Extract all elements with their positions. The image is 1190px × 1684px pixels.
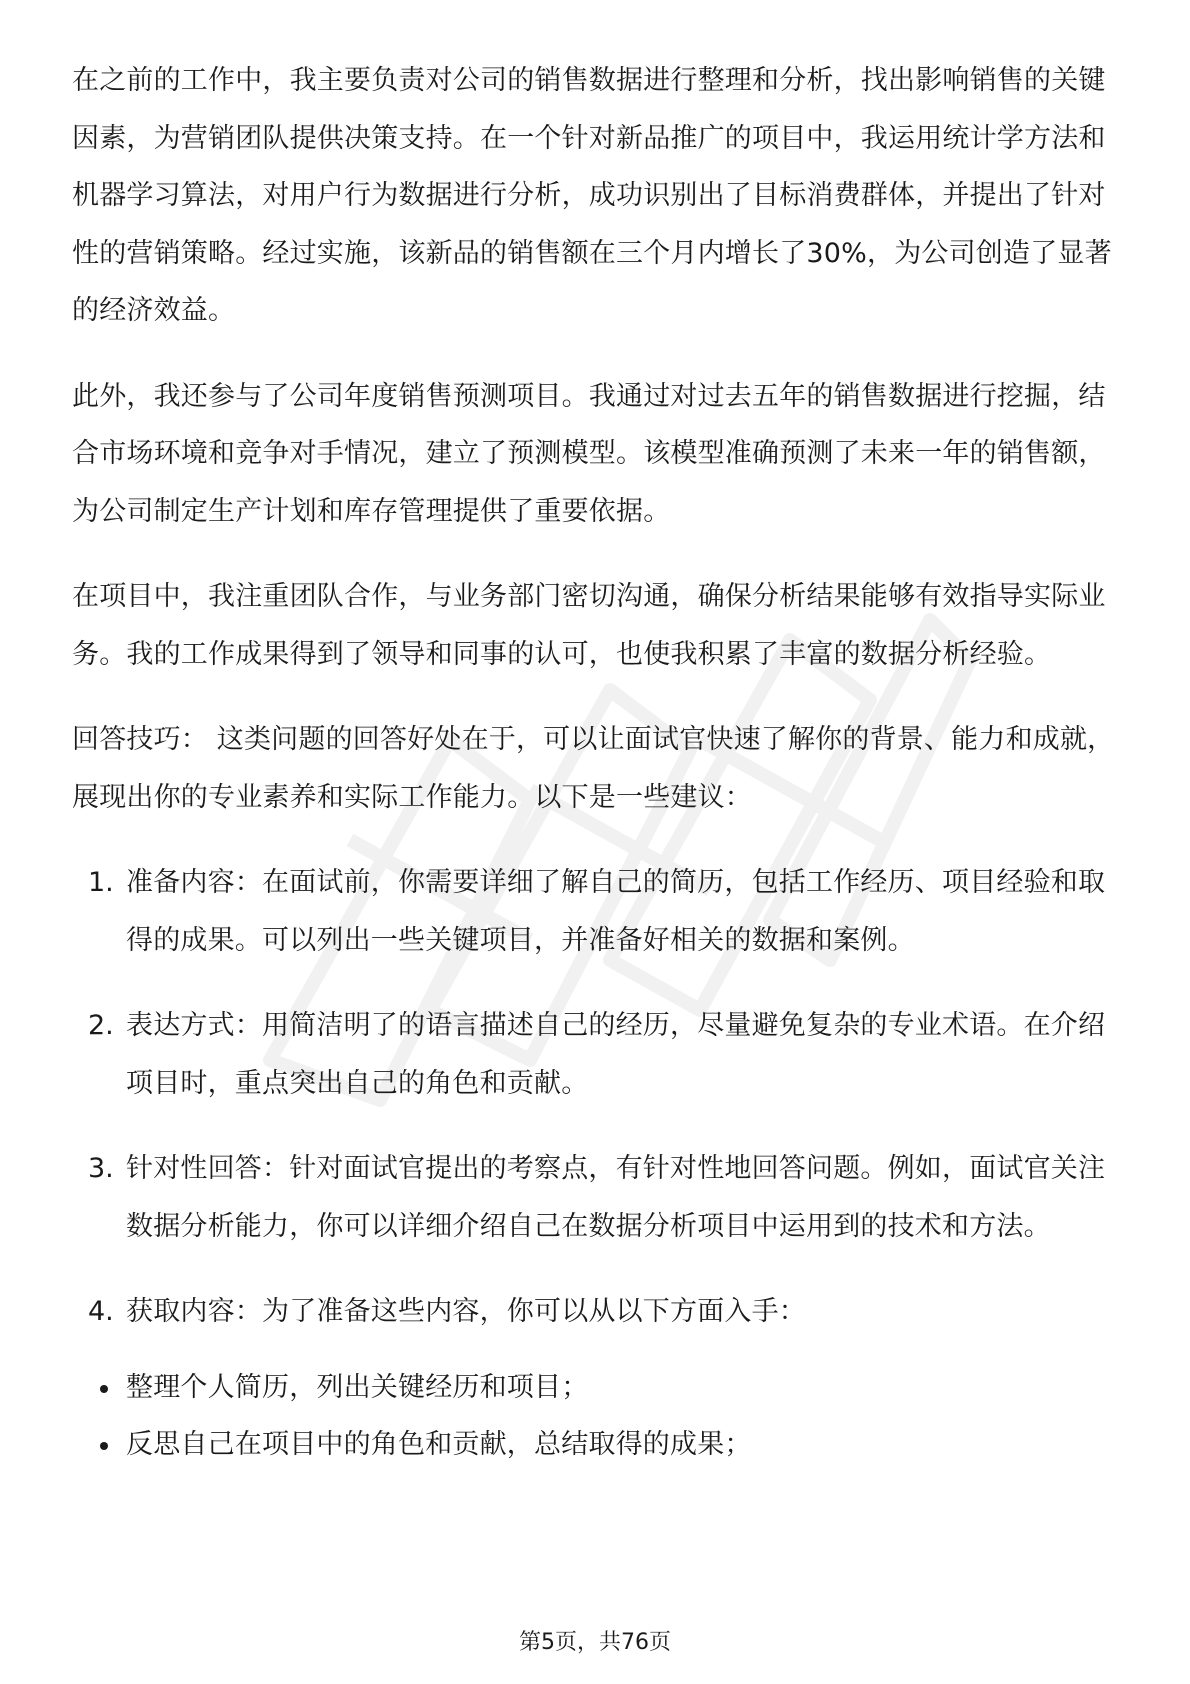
list-item — [72, 1140, 1122, 1255]
bullet-text: 反思自己在项目中的角色和贡献，总结取得的成果； — [126, 1429, 752, 1460]
paragraph-sales-forecast: 此外，我还参与了公司年度销售预测项目。我通过对过去五年的销售数据进行挖掘，结合市场环境和竞争对手情况，建立了预测模型。该模型准确预测了未来一年的销售额，为公司制定生产计划和库存管理提供了重要依据。 — [72, 380, 1106, 527]
bullet-dot-icon — [100, 1442, 108, 1450]
list-item — [72, 854, 1122, 969]
bullet-item — [72, 1359, 1122, 1417]
list-text: 准备内容：在面试前，你需要详细了解自己的简历，包括工作经历、项目经验和取得的成果。可以列出一些关键项目，并准备好相关的数据和案例。 — [126, 867, 1106, 956]
list-number: 4. — [88, 1296, 114, 1327]
paragraph-answer-tips: 回答技巧： 这类问题的回答好处在于，可以让面试官快速了解你的背景、能力和成就，展现出你的专业素养和实际工作能力。以下是一些建议： — [72, 724, 1115, 813]
document-body — [72, 52, 1122, 1474]
bullet-text: 整理个人简历，列出关键经历和项目； — [126, 1371, 589, 1403]
list-text: 表达方式：用简洁明了的语言描述自己的经历，尽量避免复杂的专业术语。在介绍项目时，重点突出自己的角色和贡献。 — [126, 1010, 1106, 1099]
page-number-footer: 第5页，共76页 — [519, 1630, 671, 1655]
list-number: 1. — [88, 867, 114, 898]
list-item — [72, 1283, 1122, 1341]
list-item — [72, 997, 1122, 1112]
list-text: 针对性回答：针对面试官提出的考察点，有针对性地回答问题。例如，面试官关注数据分析能力，你可以详细介绍自己在数据分析项目中运用到的技术和方法。 — [126, 1153, 1106, 1242]
bullet-item — [72, 1416, 1122, 1474]
paragraph-work-experience: 在之前的工作中，我主要负责对公司的销售数据进行整理和分析，找出影响销售的关键因素，为营销团队提供决策支持。在一个针对新品推广的项目中，我运用统计学方法和机器学习算法，对用户行为数据进行分析，成功识别出了目标消费群体，并提出了针对性的营销策略。经过实施，该新品的销售额在三个月内增长了30%，为公司创造了显著的经济效益。 — [72, 65, 1112, 326]
list-text: 获取内容：为了准备这些内容，你可以从以下方面入手： — [126, 1296, 806, 1327]
paragraph-teamwork: 在项目中，我注重团队合作，与业务部门密切沟通，确保分析结果能够有效指导实际业务。我的工作成果得到了领导和同事的认可，也使我积累了丰富的数据分析经验。 — [72, 581, 1106, 670]
bullet-dot-icon — [100, 1385, 108, 1393]
list-number: 2. — [88, 1010, 114, 1041]
list-number: 3. — [88, 1153, 114, 1184]
